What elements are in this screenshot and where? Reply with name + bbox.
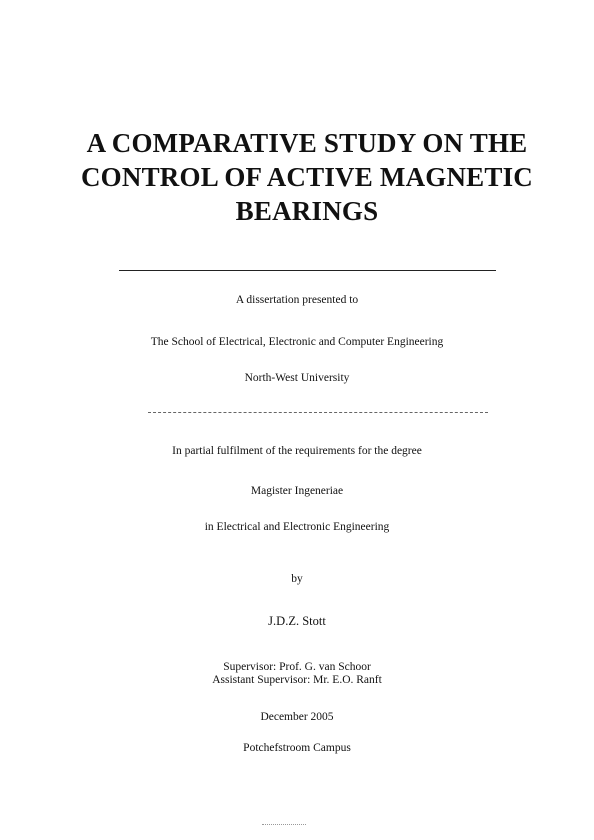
university-name: North-West University — [244, 372, 350, 384]
section-divider — [148, 412, 488, 413]
author-name: J.D.Z. Stott — [268, 614, 326, 628]
title-line-2: CONTROL OF ACTIVE MAGNETIC — [80, 162, 533, 192]
presented-to-text: A dissertation presented to — [235, 294, 359, 306]
supervisor: Supervisor: Prof. G. van Schoor — [223, 661, 371, 673]
title-divider — [119, 270, 496, 271]
school-name: The School of Electrical, Electronic and Computer Engineering — [150, 336, 444, 348]
campus-name: Potchefstroom Campus — [243, 742, 351, 754]
assistant-supervisor: Assistant Supervisor: Mr. E.O. Ranft — [212, 674, 382, 686]
degree-field: in Electrical and Electronic Engineering — [204, 521, 390, 533]
title-line-3: BEARINGS — [235, 196, 379, 226]
degree-name: Magister Ingeneriae — [250, 485, 344, 497]
scan-artifact — [262, 824, 306, 826]
submission-date: December 2005 — [260, 711, 334, 723]
dissertation-title — [60, 126, 554, 228]
title-line-1: A COMPARATIVE STUDY ON THE — [86, 128, 528, 158]
by-text: by — [291, 573, 303, 585]
fulfilment-text: In partial fulfilment of the requirements for the degree — [172, 445, 422, 457]
